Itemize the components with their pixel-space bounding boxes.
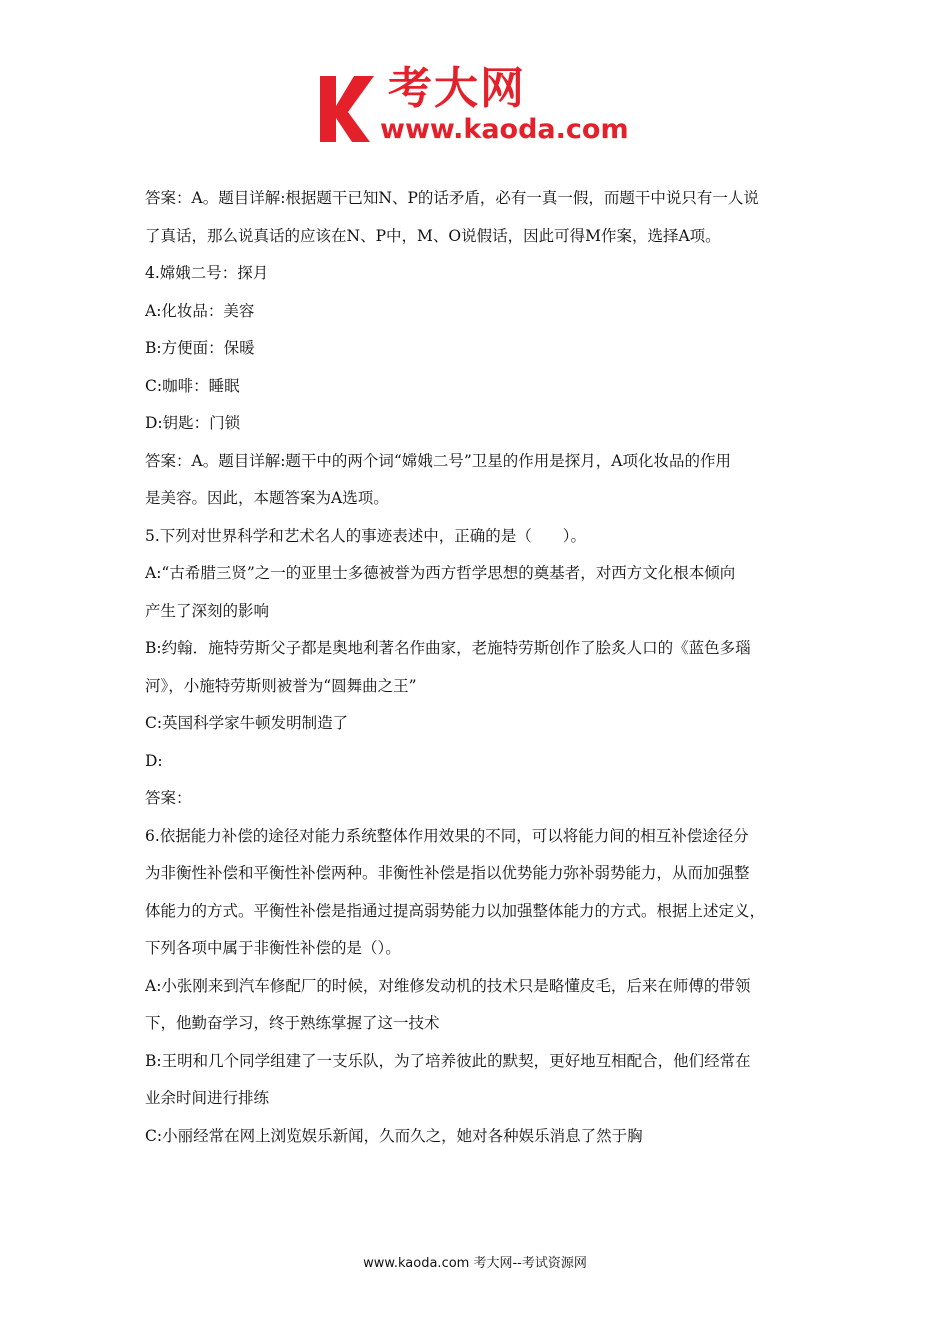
- question-6-option-a-line-1: A:小张刚来到汽车修配厂的时候，对维修发动机的技术只是略懂皮毛，后来在师傅的带领: [145, 976, 751, 995]
- logo-name: 考大网: [388, 63, 526, 114]
- question-5-option-a-line-2: 产生了深刻的影响: [145, 601, 270, 620]
- kaoda-logo: [318, 64, 648, 148]
- question-6-option-c: C:小丽经常在网上浏览娱乐新闻，久而久之，她对各种娱乐消息了然于胸: [145, 1126, 643, 1145]
- question-5: 5.下列对世界科学和艺术名人的事迹表述中，正确的是（ ）。: [145, 526, 587, 545]
- answer-3-line-1: 答案：A。题目详解:根据题干已知N、P的话矛盾，必有一真一假，而题干中说只有一人说: [145, 189, 759, 207]
- page-footer: www.kaoda.com 考大网--考试资源网: [363, 1256, 587, 1271]
- question-6-line-3: 体能力的方式。平衡性补偿是指通过提高弱势能力以加强整体能力的方式。根据上述定义，: [145, 901, 766, 920]
- question-4-option-d: D:钥匙：门锁: [145, 414, 241, 432]
- answer-5: 答案：: [145, 789, 192, 807]
- question-6-line-4: 下列各项中属于非衡性补偿的是（）。: [145, 939, 401, 957]
- question-5-option-d: D:: [145, 751, 163, 770]
- logo-url: www.kaoda.com: [380, 114, 629, 145]
- answer-3-line-2: 了真话，那么说真话的应该在N、P中，M、O说假话，因此可得M作案，选择A项。: [145, 226, 721, 245]
- question-5-option-b-line-1: B:约翰．施特劳斯父子都是奥地利著名作曲家，老施特劳斯创作了脍炙人口的《蓝色多瑙: [145, 639, 751, 657]
- question-4-option-b: B:方便面：保暖: [145, 339, 255, 357]
- question-4-option-c: C:咖啡：睡眠: [145, 376, 240, 395]
- document-body: [145, 180, 810, 1155]
- question-6-option-b-line-2: 业余时间进行排练: [145, 1089, 270, 1107]
- question-6-line-1: 6.依据能力补偿的途径对能力系统整体作用效果的不同，可以将能力间的相互补偿途径分: [145, 826, 749, 845]
- question-5-option-b-line-2: 河》，小施特劳斯则被誉为“圆舞曲之王”: [145, 676, 417, 695]
- question-5-option-c: C:英国科学家牛顿发明制造了: [145, 714, 349, 732]
- question-5-option-a-line-1: A:“古希腊三贤”之一的亚里士多德被誉为西方哲学思想的奠基者，对西方文化根本倾向: [145, 564, 736, 582]
- question-4-option-a: A:化妆品：美容: [145, 301, 255, 320]
- question-6-line-2: 为非衡性补偿和平衡性补偿两种。非衡性补偿是指以优势能力弥补弱势能力，从而加强整: [145, 864, 750, 882]
- answer-4-line-2: 是美容。因此，本题答案为A选项。: [145, 489, 389, 507]
- kaoda-k-mark-icon: [318, 72, 380, 144]
- answer-4-line-1: 答案：A。题目详解:题干中的两个词“嫦娥二号”卫星的作用是探月，A项化妆品的作用: [145, 451, 731, 470]
- question-4: 4.嫦娥二号：探月: [145, 264, 269, 282]
- question-6-option-b-line-1: B:王明和几个同学组建了一支乐队，为了培养彼此的默契，更好地互相配合，他们经常在: [145, 1051, 751, 1070]
- question-6-option-a-line-2: 下，他勤奋学习，终于熟练掌握了这一技术: [145, 1014, 440, 1032]
